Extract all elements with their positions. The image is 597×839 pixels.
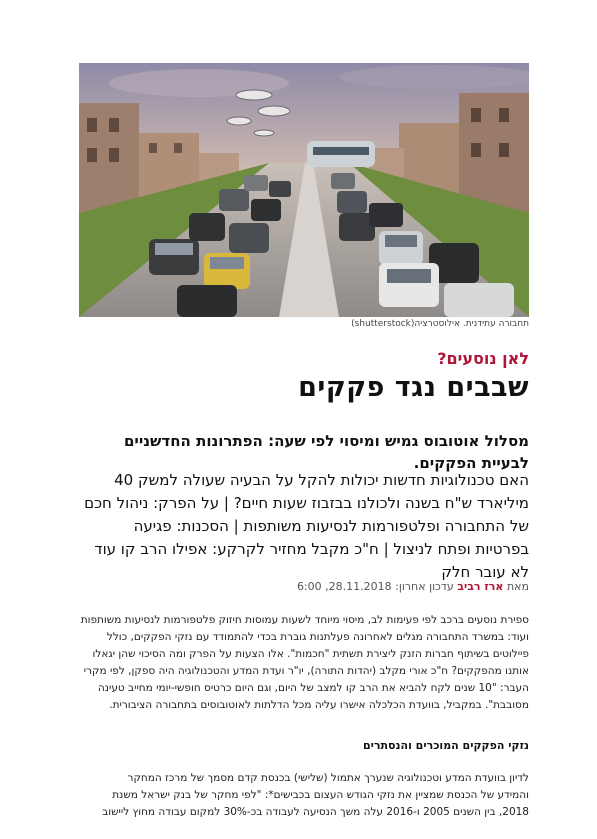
byline (79, 580, 529, 593)
hero-image (79, 63, 529, 317)
article-summary: האם טכנולוגיות חדשות יכולות להקל על הבעיה שעולה למשק 40 מיליארד ש"ח בשנה ולכולנו בבזבוז שעות חיים? | על הפרק: ניהול חכם של התחבורה ופלטפורמות לנסיעות משותפות | הסכנות: פגיעה בפרטיות ופתח לניצול | ח"כ מקבל מחזיר לקרקע: אפילו הרב קו עוד לא עובר חלק (84, 471, 529, 581)
article-headline: שבבים נגד פקקים (298, 372, 529, 403)
article-paragraph: ספירת נוסעים ברכב לפי פעימות לב, מיסוי מיוחד לשעות עמוסות חיזוק פלטפורמות לנסיעות משותפות ועוד: במשרד התחבורה מגלים לאחרונה פעלתנות גוברת בכדי להתמודד עם נזקי הפקקים, כולל פיילוטים בשיתוף חברות הזנק ליצירת תשתית "חכמות". אלו הצעות על הפרק ומה הסיכוי שהן יגאלו אותנו מהפקקים? ח"כ אורי מקלב (יהדות התורה), יו"ר ועדת המדע והטכנולוגיה היה ספקן, לפי מקרי העבר: "10 שנים לקח להביא את הרב קו למצב של היום, וגם היום כרטיס חופשי-יומי מחייב טעינה מסובבת". במקביל, בוועדת הכלכלה אישרו עליה מכל הדלתות לאוטובוסים בתחבורה הציבורית. (80, 614, 529, 711)
author-link[interactable]: ארז רביב (457, 580, 504, 593)
paragraph-line: לדיון בוועדת המדע וטכנולוגיה שנערך אתמול (שלישי) בכנסת קדם מסמך של מרכז המחקר (127, 772, 529, 784)
byline-prefix: מאת (506, 580, 529, 593)
updated-date: עדכון אחרון: 28.11.2018, 6:00 (296, 580, 454, 593)
paragraph-line: והמידע של הכנסת שמציין את נזקי הגודש העצום בכבישים*: "לפי מחקר של בנק ישראל משנת (112, 789, 529, 801)
article-paragraph-2 (79, 770, 529, 821)
article-subhead: מסלול אוטובוס גמיש ומיסוי לפי שעה: הפתרונות החדשניים לבעיית הפקקים. (123, 432, 529, 472)
article-kicker: לאן נוסעים? (437, 349, 529, 368)
section-title: נזקי הפקקים המוכרים והנסתרים (363, 739, 529, 752)
image-caption: תחבורה עתידנית. אילוסטרציה(shutterstock) (351, 319, 529, 329)
traffic-illustration (79, 63, 529, 317)
paragraph-line: 2018, בין השנים 2005 ו-2016 עלה משך הנסיעה לעבודה בכ-30% למקום עבודה מחוץ ליישוב (102, 806, 529, 818)
